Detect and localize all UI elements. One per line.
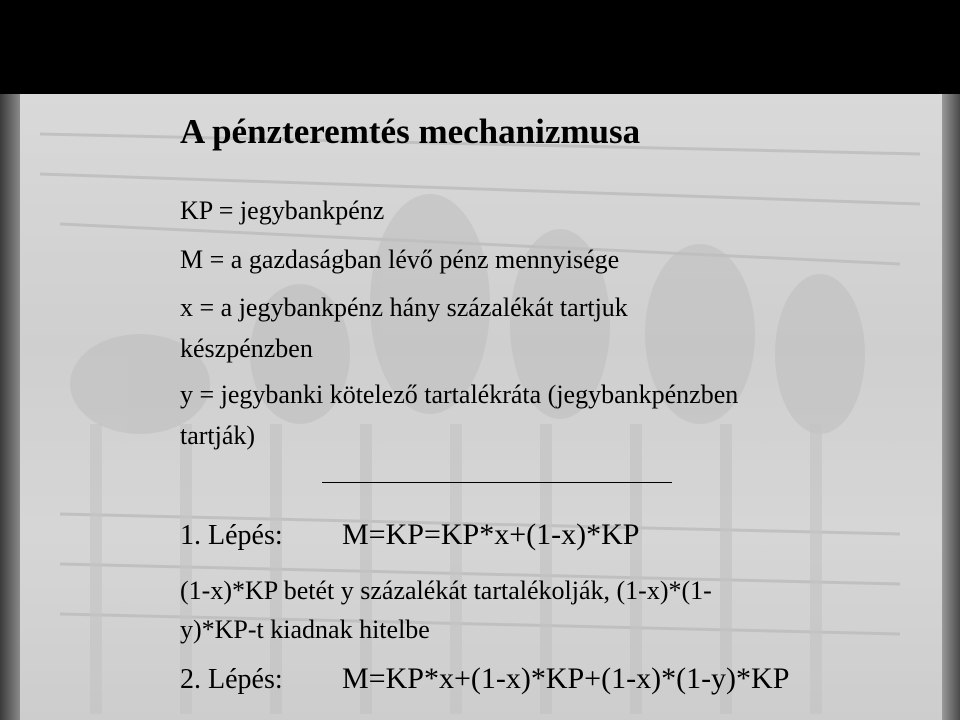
definition-kp: KP = jegybankpénz xyxy=(180,196,385,225)
separator-line xyxy=(322,482,672,483)
step2-label: 2. Lépés: xyxy=(180,664,283,695)
definition-x-line2: készpénzben xyxy=(180,334,313,363)
slide-title: A pénzteremtés mechanizmusa xyxy=(180,112,641,151)
definition-m: M = a gazdaságban lévő pénz mennyisége xyxy=(180,245,620,274)
definition-x-line1: x = a jegybankpénz hány százalékát tartjuk xyxy=(180,293,628,322)
top-black-bar xyxy=(0,0,960,94)
slide-left-shadow xyxy=(0,94,20,720)
definition-y-line1: y = jegybanki kötelező tartalékráta (jegybankpénzben xyxy=(180,380,739,409)
step1-label: 1. Lépés: xyxy=(180,520,283,551)
explanation-line2: y)*KP-t kiadnak hitelbe xyxy=(180,615,430,644)
definition-y-line2: tartják) xyxy=(180,421,256,450)
step1-formula: M=KP=KP*x+(1-x)*KP xyxy=(342,518,640,551)
explanation-line1: (1-x)*KP betét y százalékát tartalékolják, (1-x)*(1- xyxy=(180,576,712,605)
step2-formula: M=KP*x+(1-x)*KP+(1-x)*(1-y)*KP xyxy=(342,662,790,695)
slide-right-shadow xyxy=(942,94,960,720)
